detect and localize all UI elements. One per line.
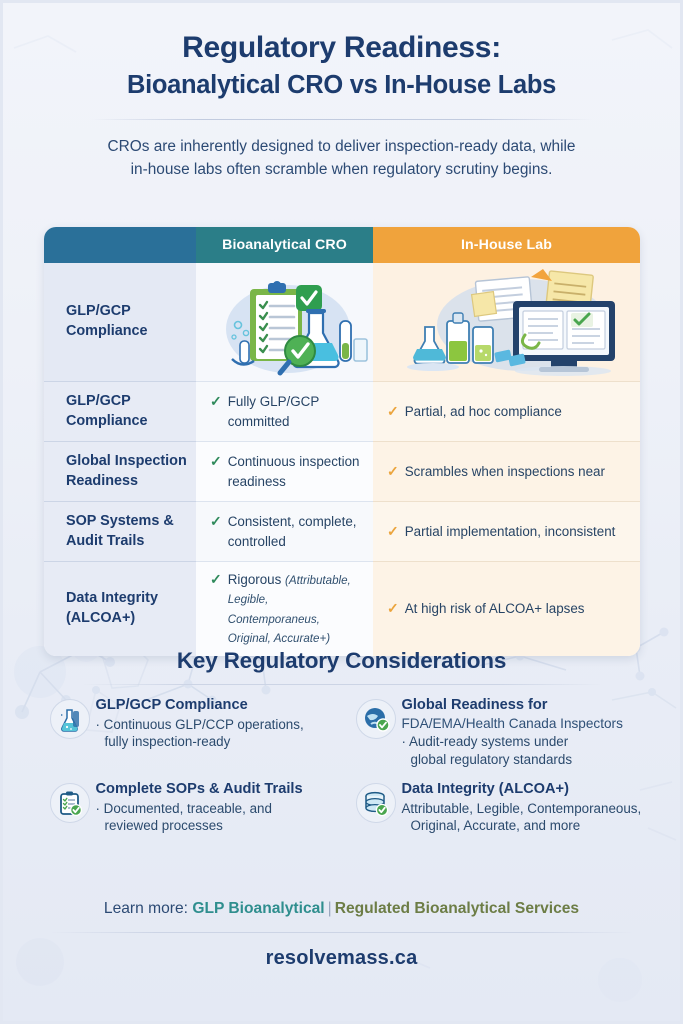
key-desc-line1: · Audit-ready systems under <box>401 734 569 750</box>
key-desc-line1: · Continuous GLP/CCP operations, <box>95 716 304 732</box>
table-row <box>44 381 640 441</box>
column-header-inhouse: In-House Lab <box>373 227 640 263</box>
link-separator: | <box>327 900 332 917</box>
illustration-label-line2: Compliance <box>66 323 148 339</box>
key-item-data-integrity <box>356 781 652 835</box>
cro-text: Consistent, complete, controlled <box>227 514 357 549</box>
row-cro-value <box>196 441 373 501</box>
inhouse-text: Partial, ad hoc compliance <box>404 403 562 419</box>
row-inhouse-value <box>373 561 640 656</box>
row-label <box>44 501 196 561</box>
key-item-description <box>96 800 346 835</box>
column-header-feature <box>44 227 196 263</box>
illustration-row-label <box>44 263 196 381</box>
clipboard-checklist-flask-illustration <box>196 263 373 381</box>
inhouse-text: Scrambles when inspections near <box>404 463 605 479</box>
check-warn-icon: ✓ <box>387 600 399 617</box>
check-good-icon: ✓ <box>210 571 222 587</box>
title-divider <box>92 119 592 120</box>
subtitle-line2: in-house labs often scramble when regulatory scrutiny begins. <box>130 160 553 178</box>
row-label <box>44 561 196 656</box>
key-item-sops-audit-trails <box>50 781 346 835</box>
row-cro-value <box>196 501 373 561</box>
row-inhouse-value <box>373 381 640 441</box>
check-good-icon: ✓ <box>210 393 222 410</box>
key-item-description <box>402 733 652 768</box>
column-header-cro: Bioanalytical CRO <box>196 227 373 263</box>
inhouse-text: Partial implementation, inconsistent <box>404 523 616 539</box>
row-label-line1: Data Integrity <box>66 590 158 607</box>
cro-illustration-cell <box>196 263 373 381</box>
subtitle-line1: CROs are inherently designed to deliver inspection-ready data, while <box>107 137 576 155</box>
cro-text: Fully GLP/GCP committed <box>227 394 320 429</box>
link-regulated-bioanalytical-services[interactable]: Regulated Bioanalytical Services <box>334 900 580 917</box>
key-item-glp-gcp-compliance <box>50 697 346 769</box>
row-label <box>44 441 196 501</box>
row-label-line1: SOP Systems & <box>66 512 174 529</box>
inhouse-text: At high risk of ALCOA+ lapses <box>404 601 585 617</box>
key-desc-line2: global regulatory standards <box>410 752 573 768</box>
row-label <box>44 381 196 441</box>
key-item-subheading: FDA/EMA/Health Canada Inspectors <box>401 715 623 731</box>
check-good-icon: ✓ <box>210 453 222 470</box>
check-warn-icon: ✓ <box>387 402 399 419</box>
check-warn-icon: ✓ <box>387 522 399 539</box>
row-label-line1: GLP/GCP <box>66 392 131 409</box>
check-good-icon: ✓ <box>210 513 222 530</box>
clipboard-check-icon <box>50 783 90 823</box>
key-item-description <box>96 716 346 751</box>
key-considerations-divider <box>82 684 602 685</box>
table-row <box>44 441 640 501</box>
row-inhouse-value <box>373 441 640 501</box>
footer-divider <box>50 932 633 933</box>
key-item-heading: Global Readiness for <box>401 697 548 713</box>
website-url[interactable]: resolvemass.ca <box>265 947 418 969</box>
check-warn-icon: ✓ <box>387 462 399 479</box>
row-label-line2: (ALCOA+) <box>66 609 136 626</box>
key-considerations-section <box>0 648 683 835</box>
key-desc-line1: Attributable, Legible, Contemporaneous, <box>401 800 642 816</box>
table-row <box>44 501 640 561</box>
comparison-table <box>44 227 640 656</box>
page-title-line1: Regulatory Readiness: <box>182 31 501 64</box>
key-considerations-title: Key Regulatory Considerations <box>176 648 507 673</box>
row-label-line2: Readiness <box>66 472 138 489</box>
row-cro-value <box>196 381 373 441</box>
row-label-line1: Global Inspection <box>66 452 187 469</box>
key-item-global-readiness <box>356 697 652 769</box>
table-illustration-row <box>44 263 640 381</box>
learn-more-prefix: Learn more: <box>103 900 188 917</box>
key-item-heading: Complete SOPs & Audit Trails <box>95 780 303 797</box>
page-title-line2: Bioanalytical CRO vs In-House Labs <box>126 71 557 100</box>
key-desc-line2: reviewed processes <box>104 818 223 834</box>
row-cro-value <box>196 561 373 656</box>
key-item-description <box>402 800 652 835</box>
key-item-heading: GLP/GCP Compliance <box>95 697 248 713</box>
cro-text-note: (Attributable, Legible, Contemporaneus, Original, Accurate+) <box>227 574 351 646</box>
table-header-row <box>44 227 640 263</box>
link-glp-bioanalytical[interactable]: GLP Bioanalytical <box>192 900 325 917</box>
key-item-heading: Data Integrity (ALCOA+) <box>401 780 569 797</box>
illustration-label-line1: GLP/GCP <box>66 303 131 320</box>
inhouse-illustration-cell <box>373 263 640 381</box>
key-desc-line2: fully inspection-ready <box>104 734 231 750</box>
database-check-icon <box>356 783 396 823</box>
row-label-line2: Compliance <box>66 412 148 429</box>
page-subtitle <box>62 135 622 182</box>
row-inhouse-value <box>373 501 640 561</box>
globe-check-icon <box>356 699 396 739</box>
key-desc-line2: Original, Accurate, and more <box>410 818 581 834</box>
learn-more-line <box>0 900 683 918</box>
key-considerations-grid <box>32 697 652 835</box>
cro-text: Continuous inspection readiness <box>227 454 360 489</box>
table-row <box>44 561 640 656</box>
monitor-sticky-notes-flasks-illustration <box>373 263 640 381</box>
row-label-line2: Audit Trails <box>66 532 145 549</box>
key-desc-line1: · Documented, traceable, and <box>95 800 272 816</box>
flasks-icon <box>50 699 90 739</box>
cro-text: Rigorous <box>227 572 286 587</box>
header <box>0 0 683 212</box>
